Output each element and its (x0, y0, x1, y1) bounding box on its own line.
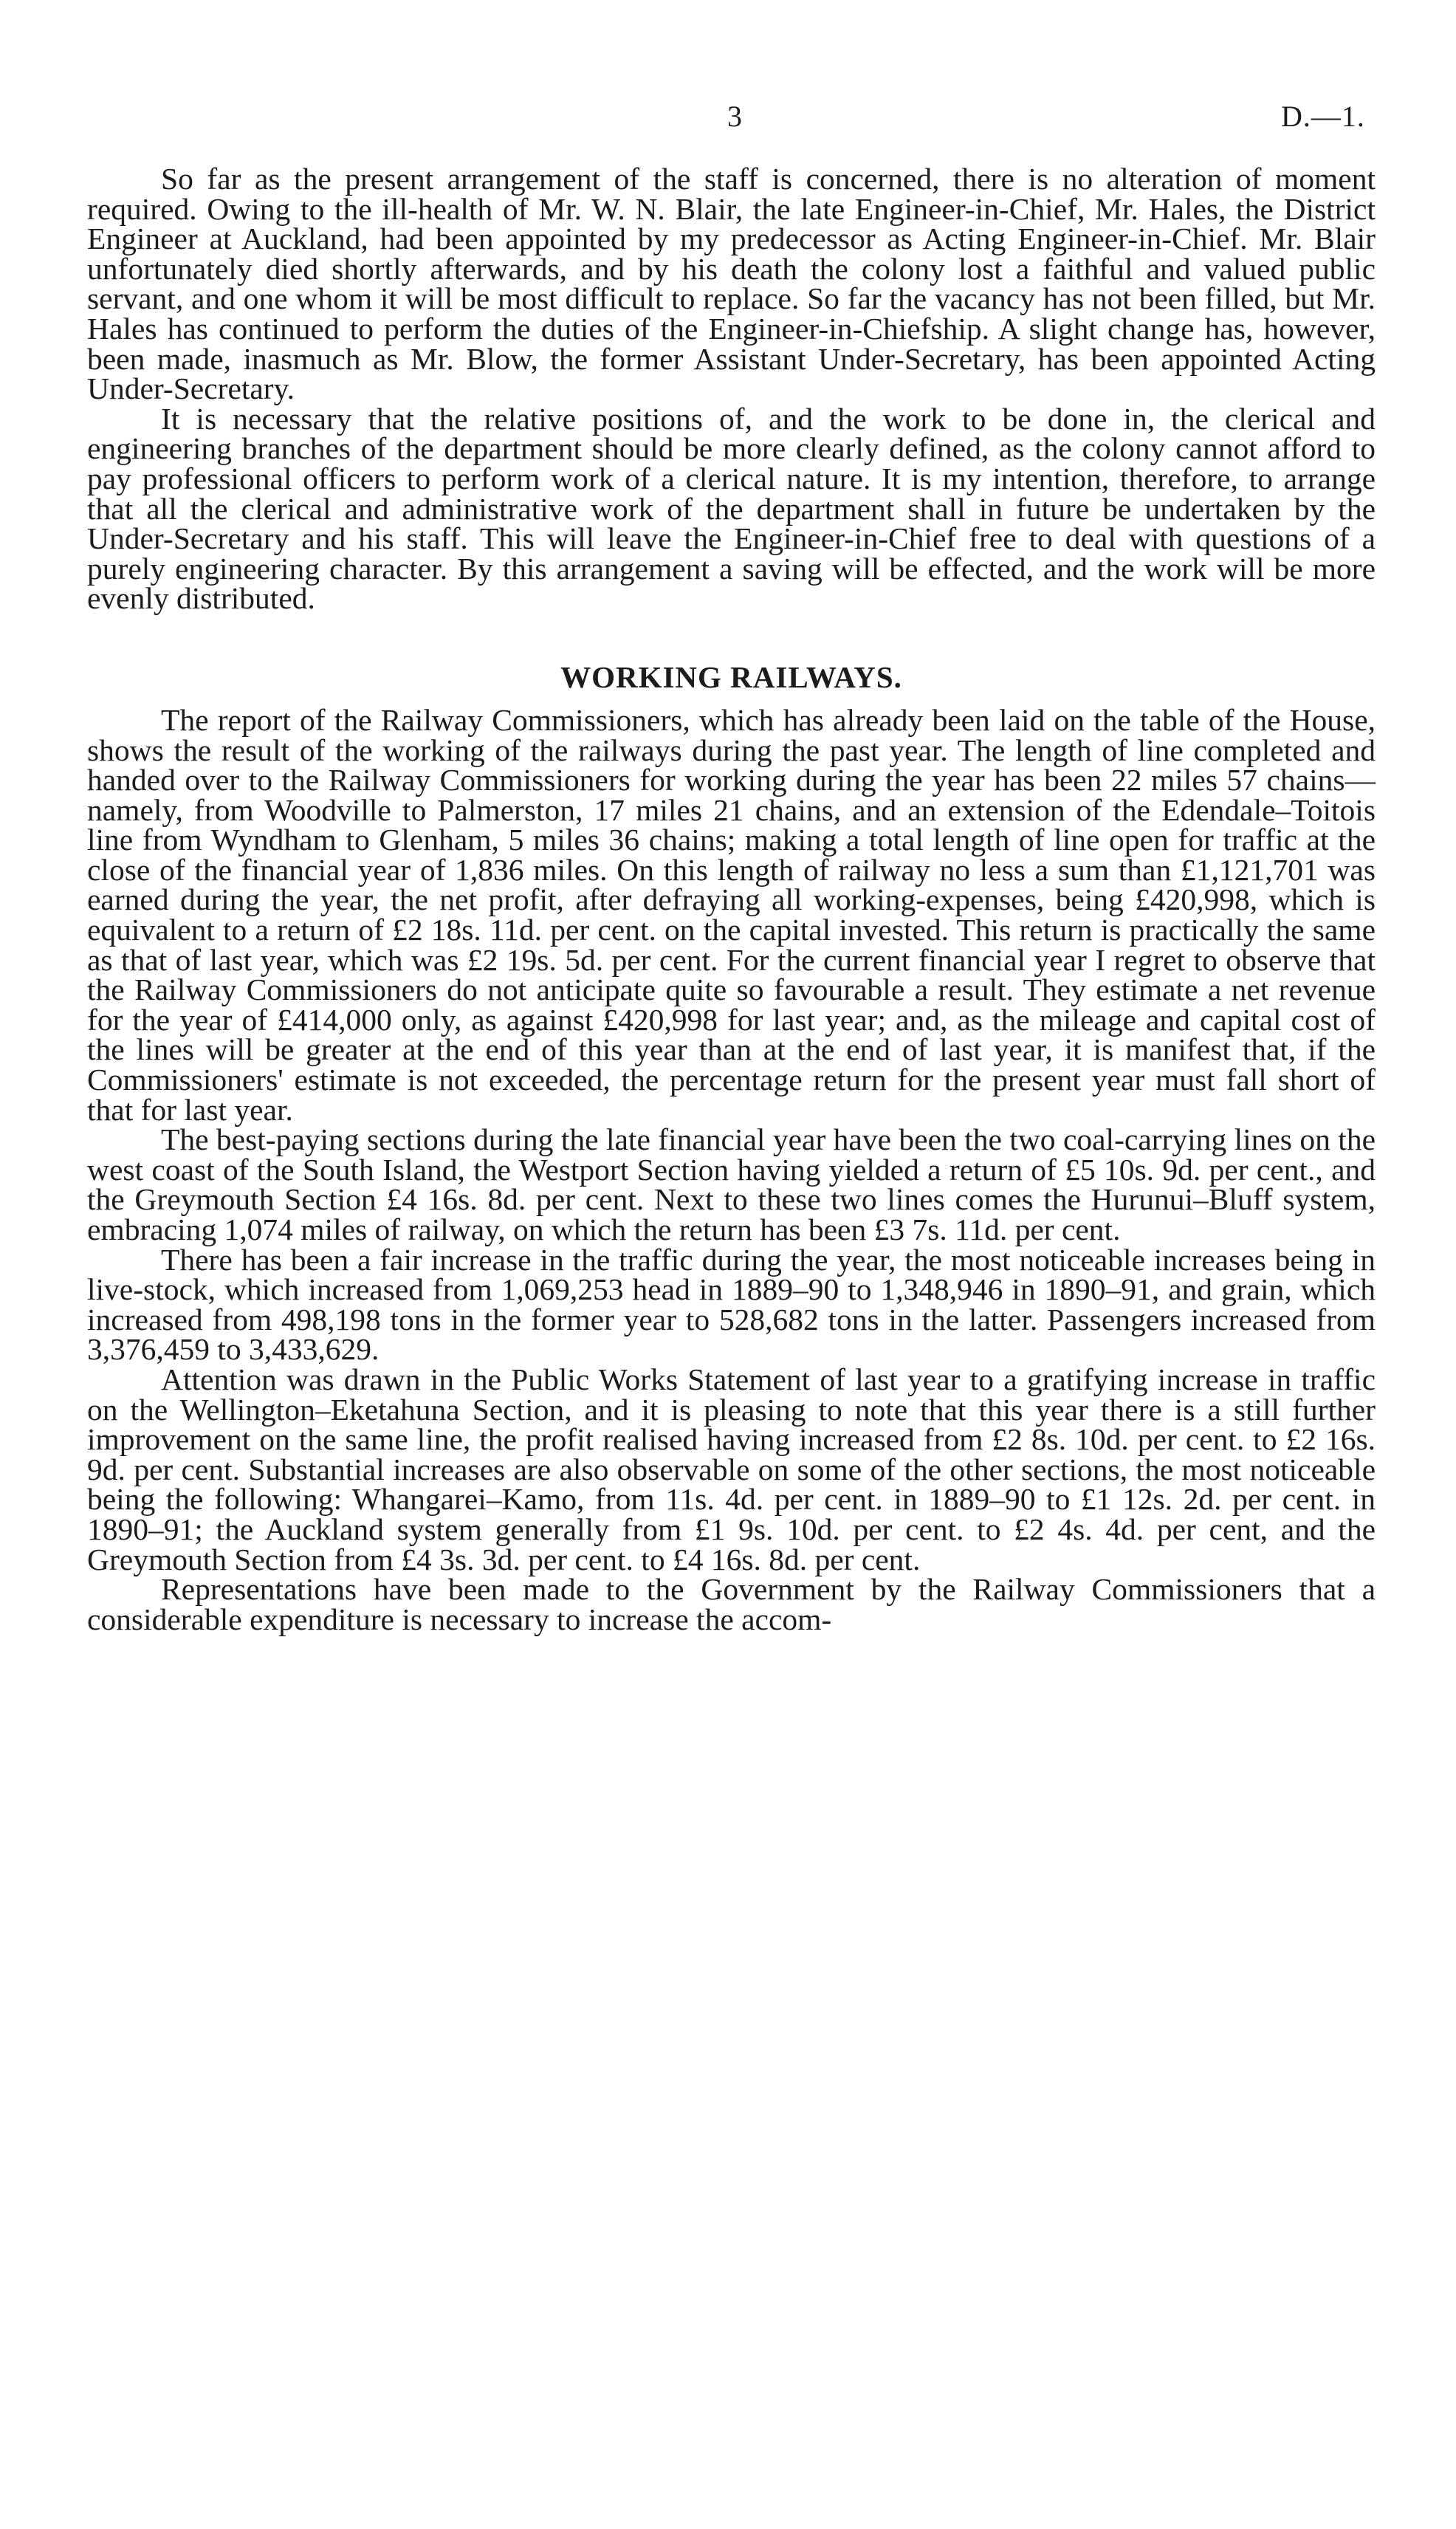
paragraph-traffic-increase: There has been a fair increase in the traffic during the year, the most noticeable increases being in live-stock, which increased from 1,069,253 head in 1889–90 to 1,348,946 in 1890–91, and grain, which increased from 498,198 tons in the former year to 528,682 tons in the latter. Passengers increased from 3,376,459 to 3,433,629. (87, 1242, 1376, 1367)
paragraph-wellington-eketahuna: Attention was drawn in the Public Works Statement of last year to a gratifying increase in traffic on the Wellington–Eketahuna Section, and it is pleasing to note that this year there is a still further improvement on the same line, the profit realised having increased from £2 8s. 10d. per cent. to £2 16s. 9d. per cent. Substantial increases are also observable on some of the other sections, the most noticeable being the following: Whangarei–Kamo, from 11s. 4d. per cent. in 1889–90 to £1 12s. 2d. per cent. in 1890–91; the Auckland system generally from £1 9s. 10d. per cent. to £2 4s. 4d. per cent, and the Greymouth Section from £4 3s. 3d. per cent. to £4 16s. 8d. per cent. (87, 1362, 1376, 1576)
section-heading-working-railways: WORKING RAILWAYS. (560, 659, 902, 694)
paragraph-clerical-engineering: It is necessary that the relative positions of, and the work to be done in, the clerical and engineering branches of the department should be more clearly defined, as the colony cannot afford to pay professional officers to perform work of a clerical nature. It is my intention, therefore, to arrange that all the clerical and administrative work of the department shall in future be undertaken by the Under-Secretary and his staff. This will leave the Engineer-in-Chief free to deal with questions of a purely engineering character. By this arrangement a saving will be effected, and the work will be more evenly distributed. (87, 401, 1376, 616)
document-reference: D.—1. (1281, 100, 1365, 133)
paragraph-staff-arrangement: So far as the present arrangement of the staff is concerned, there is no alteration of moment required. Owing to the ill-health of Mr. W. N. Blair, the late Engineer-in-Chief, Mr. Hales, the District Engineer at Auckland, had been appointed by my predecessor as Acting Engineer-in-Chief. Mr. Blair unfortunately died shortly afterwards, and by his death the colony lost a faithful and valued public servant, and one whom it will be most difficult to replace. So far the vacancy has not been filled, but Mr. Hales has continued to perform the duties of the Engineer-in-Chiefship. A slight change has, however, been made, inasmuch as Mr. Blow, the former Assistant Under-Secretary, has been appointed Acting Under-Secretary. (87, 162, 1376, 406)
paragraph-best-paying-sections: The best-paying sections during the late financial year have been the two coal-carrying lines on the west coast of the South Island, the Westport Section having yielded a return of £5 10s. 9d. per cent., and the Greymouth Section £4 16s. 8d. per cent. Next to these two lines comes the Hurunui–Bluff system, embracing 1,074 miles of railway, on which the return has been £3 7s. 11d. per cent. (87, 1122, 1376, 1246)
document-body (87, 164, 1376, 1634)
paragraph-commissioners-report: The report of the Railway Commissioners, which has already been laid on the table of the House, shows the result of the working of the railways during the past year. The length of line completed and handed over to the Railway Commissioners for working during the year has been 22 miles 57 chains—namely, from Woodville to Palmerston, 17 miles 21 chains, and an extension of the Edendale–Toitois line from Wyndham to Glenham, 5 miles 36 chains; making a total length of line open for traffic at the close of the financial year of 1,836 miles. On this length of railway no less a sum than £1,121,701 was earned during the year, the net profit, after defraying all working-expenses, being £420,998, which is equivalent to a return of £2 18s. 11d. per cent. on the capital invested. This return is practically the same as that of last year, which was £2 19s. 5d. per cent. For the current financial year I regret to observe that the Railway Commissioners do not anticipate quite so favourable a result. They estimate a net revenue for the year of £414,000 only, as against £420,998 for last year; and, as the mileage and capital cost of the lines will be greater at the end of this year than at the end of last year, it is manifest that, if the Commissioners' estimate is not exceeded, the percentage return for the present year must fall short of that for last year. (87, 702, 1376, 1127)
paragraph-representations: Representations have been made to the Government by the Railway Commissioners that a considerable expenditure is necessary to increase the accom- (87, 1572, 1376, 1636)
page-number: 3 (727, 100, 742, 133)
page-header (0, 95, 1456, 139)
